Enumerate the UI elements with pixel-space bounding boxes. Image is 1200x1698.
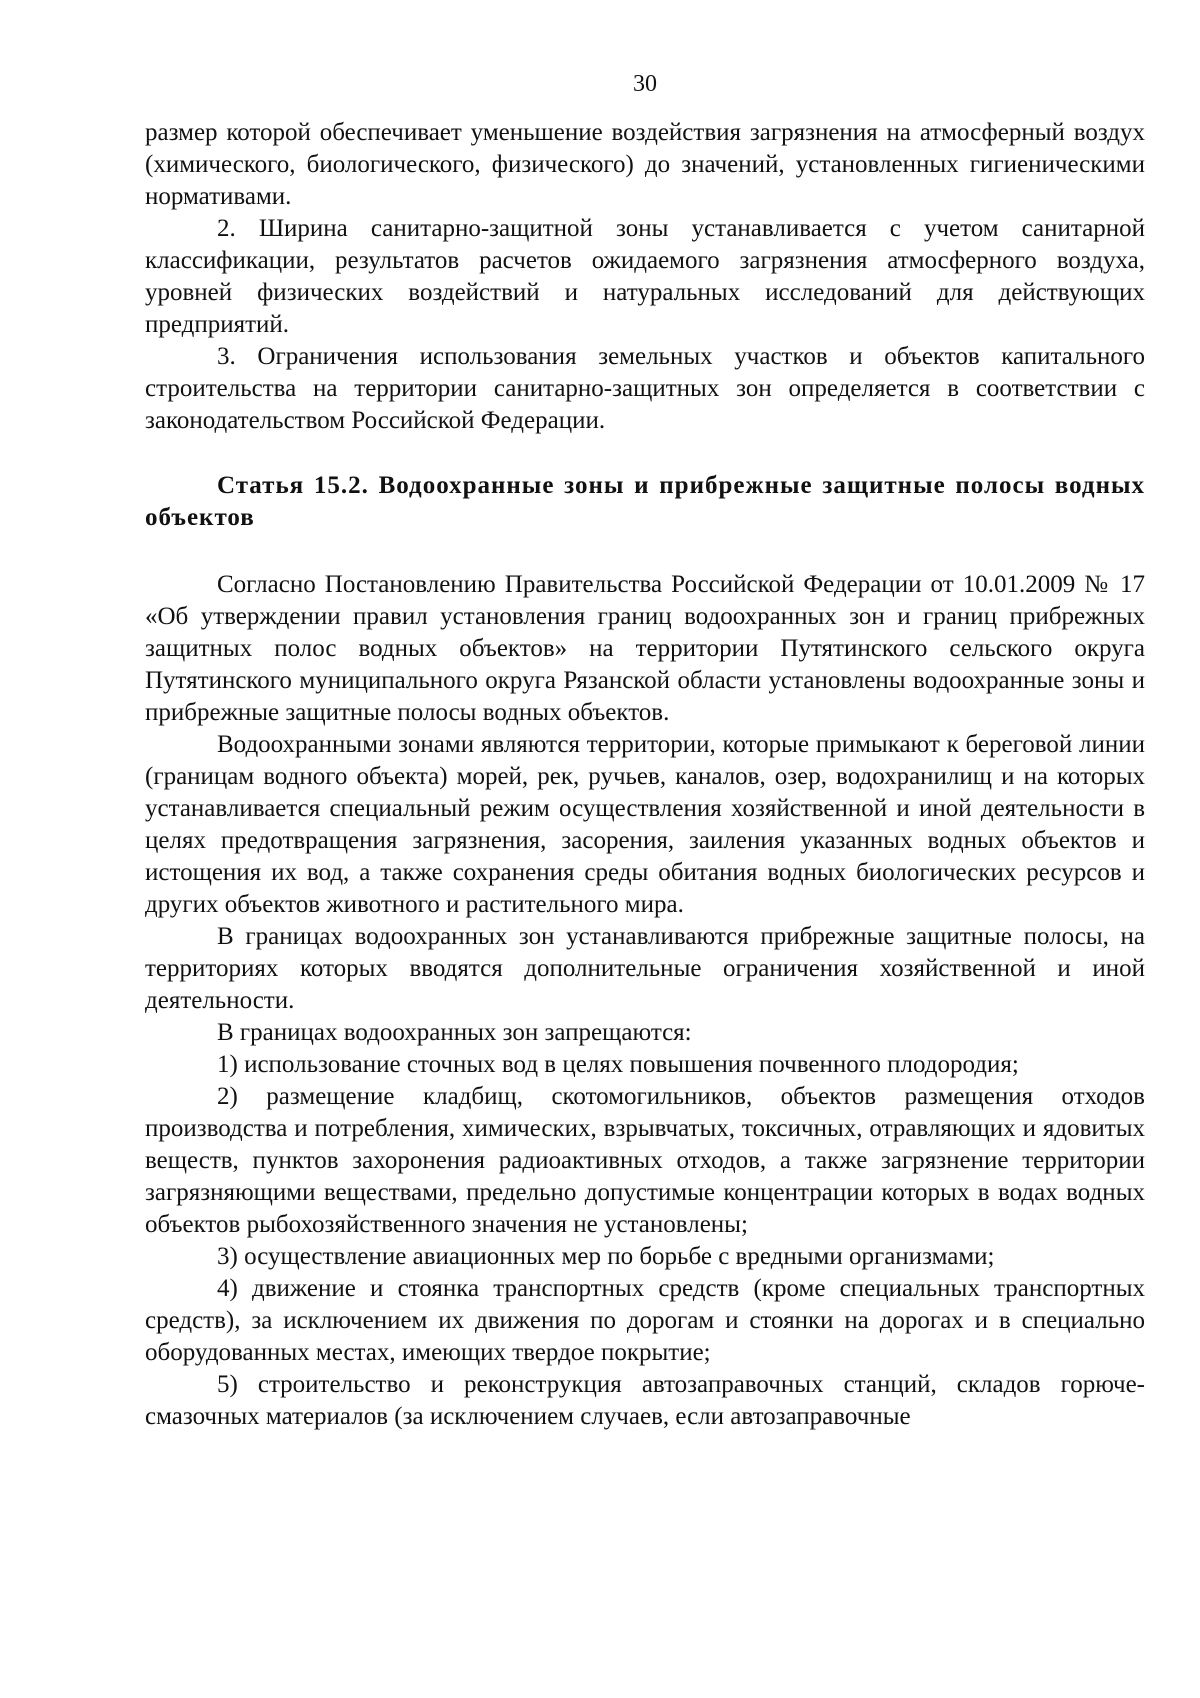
list-item-1: 1) использование сточных вод в целях повышения почвенного плодородия; (217, 1051, 1019, 1078)
list-item-4: 4) движение и стоянка транспортных средств (кроме специальных транспортных средств), за исключением их движения по дорогам и стоянки на дорогах и в специально оборудованных местах, имеющих твердое покрытие; (145, 1275, 1145, 1366)
list-item-2: 2) размещение кладбищ, скотомогильников, объектов размещения отходов производства и потребления, химических, взрывчатых, токсичных, отравляющих и ядовитых веществ, пунктов захоронения радиоактивных отходов, а также загрязнение территории загрязняющими веществами, предельно допустимые концентрации которых в водах водных объектов рыбохозяйственного значения не установлены; (145, 1083, 1145, 1238)
document-body (145, 117, 1145, 1433)
list-item-5: 5) строительство и реконструкция автозаправочных станций, складов горюче-смазочных материалов (за исключением случаев, если автозаправочные (145, 1371, 1145, 1430)
paragraph-coastal-protective-strips: В границах водоохранных зон устанавливаются прибрежные защитные полосы, на территориях которых вводятся дополнительные ограничения хозяйственной и иной деятельности. (145, 923, 1145, 1014)
paragraph-water-protection-zones-definition: Водоохранными зонами являются территории, которые примыкают к береговой линии (границам водного объекта) морей, рек, ручьев, каналов, озер, водохранилищ и на которых устанавливается специальный режим осуществления хозяйственной и иной деятельности в целях предотвращения загрязнения, засорения, заиления указанных водных объектов и истощения их вод, а также сохранения среды обитания водных биологических ресурсов и других объектов животного и растительного мира. (145, 731, 1145, 918)
page-number: 30 (633, 71, 657, 97)
paragraph-prohibitions-intro: В границах водоохранных зон запрещаются: (217, 1019, 692, 1046)
paragraph-government-decree: Согласно Постановлению Правительства Российской Федерации от 10.01.2009 № 17 «Об утверждении правил установления границ водоохранных зон и границ прибрежных защитных полос водных объектов» на территории Путятинского сельского округа Путятинского муниципального округа Рязанской области установлены водоохранные зоны и прибрежные защитные полосы водных объектов. (145, 571, 1145, 726)
article-heading: Статья 15.2. Водоохранные зоны и прибрежные защитные полосы водных объектов (145, 472, 1145, 531)
paragraph-land-use-restrictions: 3. Ограничения использования земельных участков и объектов капитального строительства на территории санитарно-защитных зон определяется в соответствии с законодательством Российской Федерации. (145, 343, 1145, 434)
paragraph-continuation: размер которой обеспечивает уменьшение воздействия загрязнения на атмосферный воздух (химического, биологического, физического) до значений, установленных гигиеническими нормативами. (145, 119, 1145, 210)
list-item-3: 3) осуществление авиационных мер по борьбе с вредными организмами; (217, 1243, 995, 1270)
paragraph-sanitary-zone-width: 2. Ширина санитарно-защитной зоны устанавливается с учетом санитарной классификации, результатов расчетов ожидаемого загрязнения атмосферного воздуха, уровней физических воздействий и натуральных исследований для действующих предприятий. (145, 215, 1145, 338)
